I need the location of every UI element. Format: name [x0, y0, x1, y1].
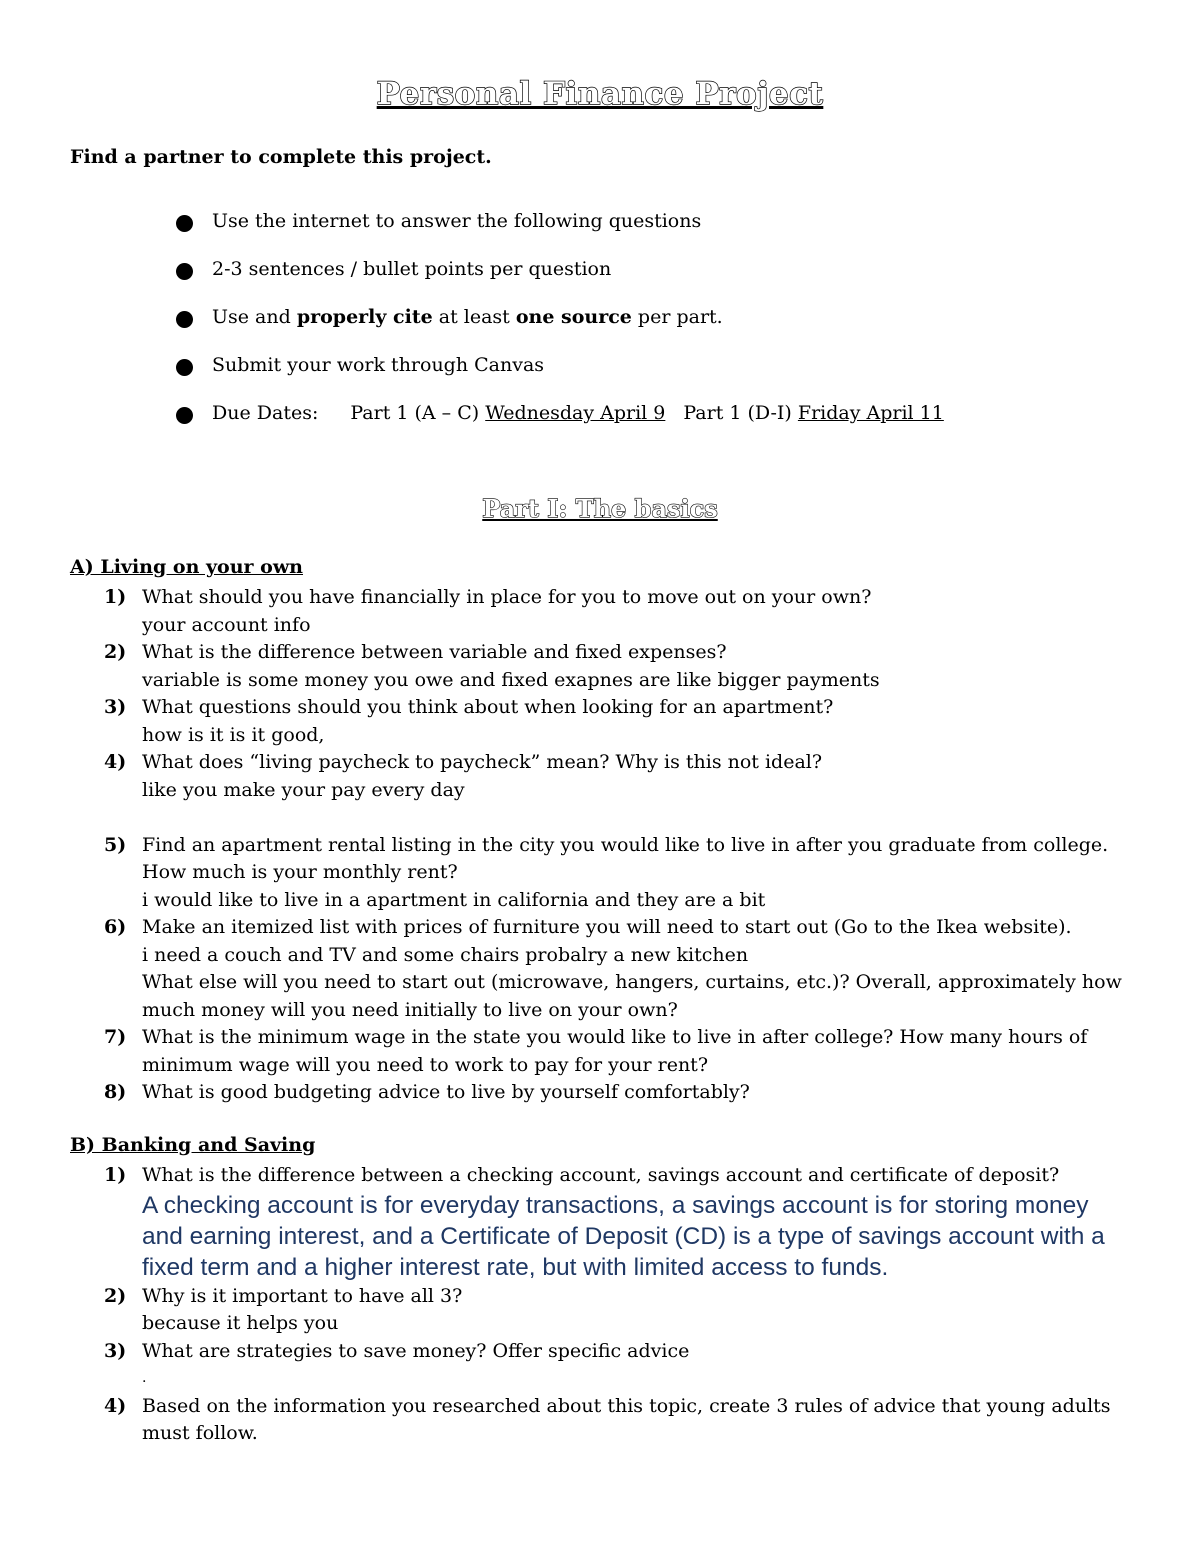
answer-text: like you make your pay every day: [142, 778, 465, 801]
bullet-item: Submit your work through Canvas: [176, 354, 944, 402]
section-a-heading: A) Living on your own: [70, 556, 303, 578]
answer-text: i would like to live in a apartment in california and they are a bit: [142, 888, 766, 911]
question-item: 1) What should you have financially in place for you to move out on your own? your account info: [104, 584, 1134, 639]
bullet-item: 2-3 sentences / bullet points per question: [176, 258, 944, 306]
question-item: 7) What is the minimum wage in the state you would like to live in after college? How many hours of minimum wage will you need to work to pay for your rent?: [104, 1026, 1088, 1076]
question-item: 6) Make an itemized list with prices of furniture you will need to start out (Go to the Ikea website). i need a couch and TV and some chairs probalry a new kitchen What else will you need to start out (microwave, hangers, curtains, etc.)? Overall, approximately how much money will you need initially to live on your own?: [104, 914, 1134, 1024]
question-item: 4) Based on the information you researched about this topic, create 3 rules of advice that young adults must follow.: [104, 1394, 1111, 1444]
bullet-dot-icon: [176, 407, 193, 424]
section-b-heading: B) Banking and Saving: [70, 1134, 316, 1156]
due-dates-label: Due Dates:: [212, 402, 319, 424]
bullet-dot-icon: [176, 359, 193, 376]
due-date-1: Wednesday April 9: [485, 402, 666, 424]
section-b-questions: [104, 1162, 1134, 1448]
instruction-text: Find a partner to complete this project.: [70, 146, 492, 168]
answer-text: variable is some money you owe and fixed exapnes are like bigger payments: [142, 668, 880, 691]
answer-text: .: [142, 1370, 147, 1386]
due-dates-item: Due Dates: Part 1 (A – C) Wednesday April 9 Part 1 (D-I) Friday April 11: [176, 402, 944, 450]
bullet-dot-icon: [176, 311, 193, 328]
question-item: 3) What questions should you think about when looking for an apartment? how is it is it good,: [104, 694, 1134, 749]
answer-text: A checking account is for everyday transactions, a savings account is for storing money and earning interest, and a Certificate of Deposit (CD) is a type of savings account with a fixed term and a higher interest rate, but with limited access to funds.: [142, 1191, 1105, 1281]
bullet-dot-icon: [176, 263, 193, 280]
question-item: 5) Find an apartment rental listing in the city you would like to live in after you graduate from college. How much is your monthly rent? i would like to live in a apartment in california and they are a bit: [104, 832, 1134, 915]
question-item: 2) Why is it important to have all 3? because it helps you: [104, 1283, 1134, 1338]
instruction-bullet-list: [176, 210, 944, 450]
question-item: 4) What does “living paycheck to paycheck” mean? Why is this not ideal? like you make your pay every day: [104, 749, 1134, 832]
question-item: 1) What is the difference between a checking account, savings account and certificate of deposit? A checking account is for everyday transactions, a savings account is for storing money and earning interest, and a Certificate of Deposit (CD) is a type of savings account with a fixed term and a higher interest rate, but with limited access to funds.: [104, 1162, 1134, 1283]
question-followup: What else will you need to start out (microwave, hangers, curtains, etc.)? Overall, approximately how much money will you need initially to live on your own?: [142, 971, 1122, 1021]
answer-text: how is it is it good,: [142, 723, 325, 746]
question-item: 3) What are strategies to save money? Offer specific advice .: [104, 1338, 1134, 1393]
due-date-2: Friday April 11: [797, 402, 944, 424]
answer-text: because it helps you: [142, 1312, 339, 1334]
bullet-dot-icon: [176, 215, 193, 232]
bullet-item: Use the internet to answer the following questions: [176, 210, 944, 258]
question-item: 8) What is good budgeting advice to live by yourself comfortably?: [104, 1081, 750, 1103]
answer-text: your account info: [142, 613, 311, 636]
document-title: Personal Finance Project: [376, 76, 824, 112]
section-a-questions: [104, 584, 1134, 1107]
answer-text: i need a couch and TV and some chairs probalry a new kitchen: [142, 943, 749, 966]
bullet-item: Use and properly cite at least one source per part.: [176, 306, 944, 354]
part-title: Part I: The basics: [482, 494, 718, 523]
question-item: 2) What is the difference between variable and fixed expenses? variable is some money you owe and fixed exapnes are like bigger payments: [104, 639, 1134, 694]
